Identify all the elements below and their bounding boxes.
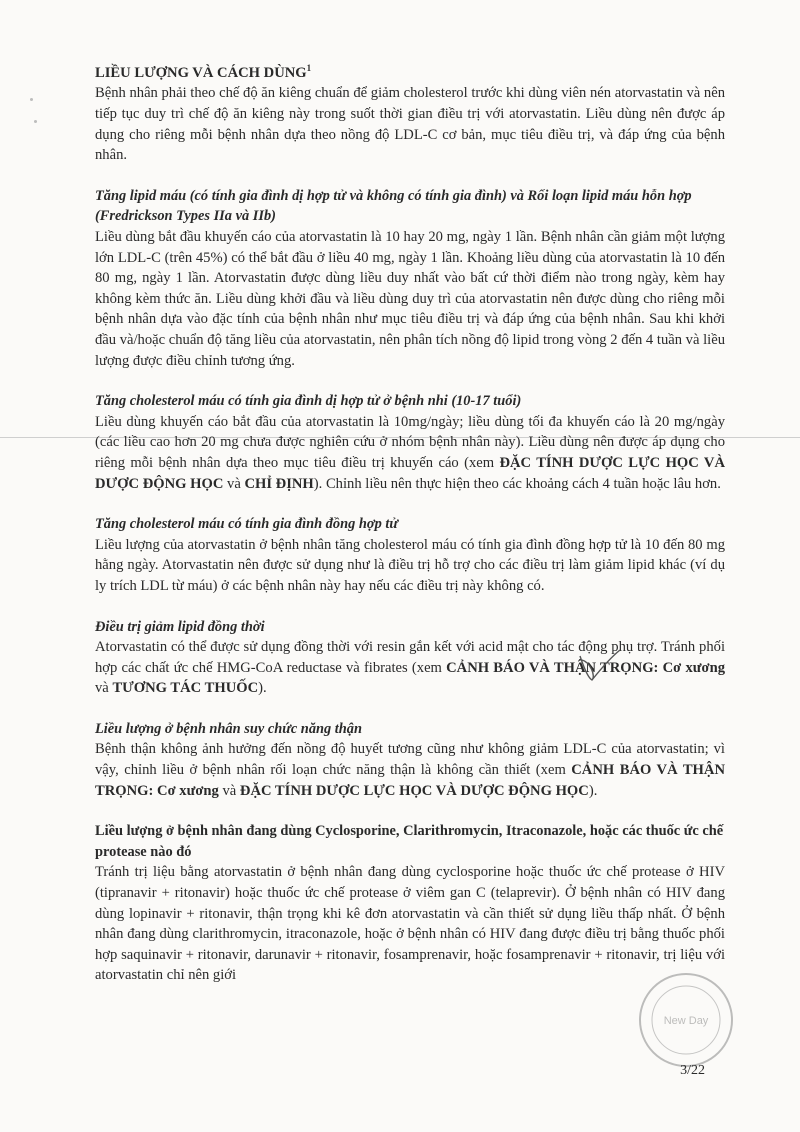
page-number: 3/22 — [680, 1063, 705, 1078]
subsection-title-pediatric: Tăng cholesterol máu có tính gia đình dị hợp tử ở bệnh nhi (10-17 tuổi) — [95, 393, 522, 410]
intro-paragraph: Bệnh nhân phải theo chế độ ăn kiêng chuẩn để giảm cholesterol trước khi dùng viên nén atorvastatin và nên tiếp tục duy trì chế độ ăn kiêng này trong suốt thời gian điều trị với atorvastatin. Liều dùng nên được áp dụng cho riêng mỗi bệnh nhân dựa theo nồng độ LDL-C cơ bản, mục tiêu điều trị, và đáp ứng của bệnh nhân. — [95, 85, 725, 164]
subsection-title-interactions: Liều lượng ở bệnh nhân đang dùng Cyclosporine, Clarithromycin, Itraconazole, hoặc các thuốc ức chế protease nào đó — [95, 823, 724, 860]
section-heading: LIỀU LƯỢNG VÀ CÁCH DÙNG$^1$ — [95, 63, 312, 81]
subsection-title-renal: Liều lượng ở bệnh nhân suy chức năng thận — [95, 720, 363, 737]
paragraph-hyperlipidemia: Liều dùng bắt đầu khuyến cáo của atorvastatin là 10 hay 20 mg, ngày 1 lần. Bệnh nhân cần giảm một lượng lớn LDL-C (trên 45%) có thể bắt đầu ở liều 40 mg, ngày 1 lần. Khoảng liều dùng của atorvastatin là 10 đến 80 mg, ngày 1 lần. Atorvastatin được dùng liều duy nhất vào bất cứ thời điểm nào trong ngày, kèm hay không kèm thức ăn. Liều dùng khởi đầu và liều dùng duy trì của atorvastatin nên được dùng cho riêng mỗi bệnh nhân dựa vào đặc tính của bệnh nhân như mục tiêu điều trị và đáp ứng của bệnh nhân. Sau khi khởi đầu và/hoặc chuẩn độ tăng liều của atorvastatin, nên phân tích nồng độ lipid trong vòng 2 đến 4 tuần và liều lượng được điều chỉnh tương ứng. — [95, 229, 725, 369]
scan-speck — [30, 98, 33, 101]
subsection-title-hyperlipidemia: Tăng lipid máu (có tính gia đình dị hợp tử và không có tính gia đình) và Rối loạn lipid máu hỗn hợp (Fredrickson Types IIa và IIb) — [95, 187, 692, 225]
stamp-text: New Day — [663, 1015, 709, 1027]
paragraph-concomitant: Atorvastatin có thể được sử dụng đồng thời với resin gắn kết với acid mật cho tác động phụ trợ. Tránh phối hợp các chất ức chế HMG-CoA reductase và fibrates (xem CẢNH BÁO VÀ THẬN TRỌNG: Cơ xương và TƯƠNG TÁC THUỐC). — [95, 639, 725, 697]
document-body — [95, 58, 725, 986]
paragraph-interactions: Tránh trị liệu bằng atorvastatin ở bệnh nhân đang dùng cyclosporine hoặc thuốc ức chế protease ở HIV (tipranavir + ritonavir) hoặc thuốc ức chế protease ở viêm gan C (telaprevir). Ở bệnh nhân có HIV đang dùng lopinavir + ritonavir, thận trọng khi kê đơn atorvastatin và cần thiết sử dụng liều thấp nhất. Ở bệnh nhân đang dùng clarithromycin, itraconazole, hoặc ở bệnh nhân có HIV đang được điều trị bằng thuốc phối hợp saquinavir + ritonavir, darunavir + ritonavir, fosamprenavir, hoặc fosamprenavir + ritonavir, trị liệu với atorvastatin chỉ nên giới — [95, 864, 725, 984]
subsection-title-homozygous: Tăng cholesterol máu có tính gia đình đồng hợp tử — [95, 516, 399, 533]
paragraph-pediatric: Liều dùng khuyến cáo bắt đầu của atorvastatin là 10mg/ngày; liều dùng tối đa khuyến cáo là 20 mg/ngày (các liều cao hơn 20 mg chưa được nghiên cứu ở nhóm bệnh nhân này). Liều dùng nên được áp dụng cho riêng mỗi bệnh nhân dựa theo mục tiêu điều trị khuyến cáo (xem ĐẶC TÍNH DƯỢC LỰC HỌC VÀ DƯỢC ĐỘNG HỌC và CHỈ ĐỊNH). Chỉnh liều nên thực hiện theo các khoảng cách 4 tuần hoặc lâu hơn. — [95, 413, 726, 492]
paragraph-renal: Bệnh thận không ảnh hưởng đến nồng độ huyết tương cũng như không giảm LDL-C của atorvastatin; vì vậy, chỉnh liều ở bệnh nhân rối loạn chức năng thận là không cần thiết (xem CẢNH BÁO VÀ THẬN TRỌNG: Cơ xương và ĐẶC TÍNH DƯỢC LỰC HỌC VÀ DƯỢC ĐỘNG HỌC). — [95, 741, 725, 799]
company-stamp — [636, 970, 736, 1070]
paragraph-homozygous: Liều lượng của atorvastatin ở bệnh nhân tăng cholesterol máu có tính gia đình đồng hợp tử là 10 đến 80 mg hằng ngày. Atorvastatin nên được sử dụng như là điều trị hỗ trợ cho các điều trị làm giảm lipid khác (ví dụ ly trích LDL từ máu) ở các bệnh nhân này hay nếu các điều trị này không có. — [95, 536, 725, 594]
subsection-title-concomitant: Điều trị giảm lipid đồng thời — [95, 618, 265, 635]
handwritten-mark — [570, 648, 630, 708]
scan-speck — [34, 120, 37, 123]
